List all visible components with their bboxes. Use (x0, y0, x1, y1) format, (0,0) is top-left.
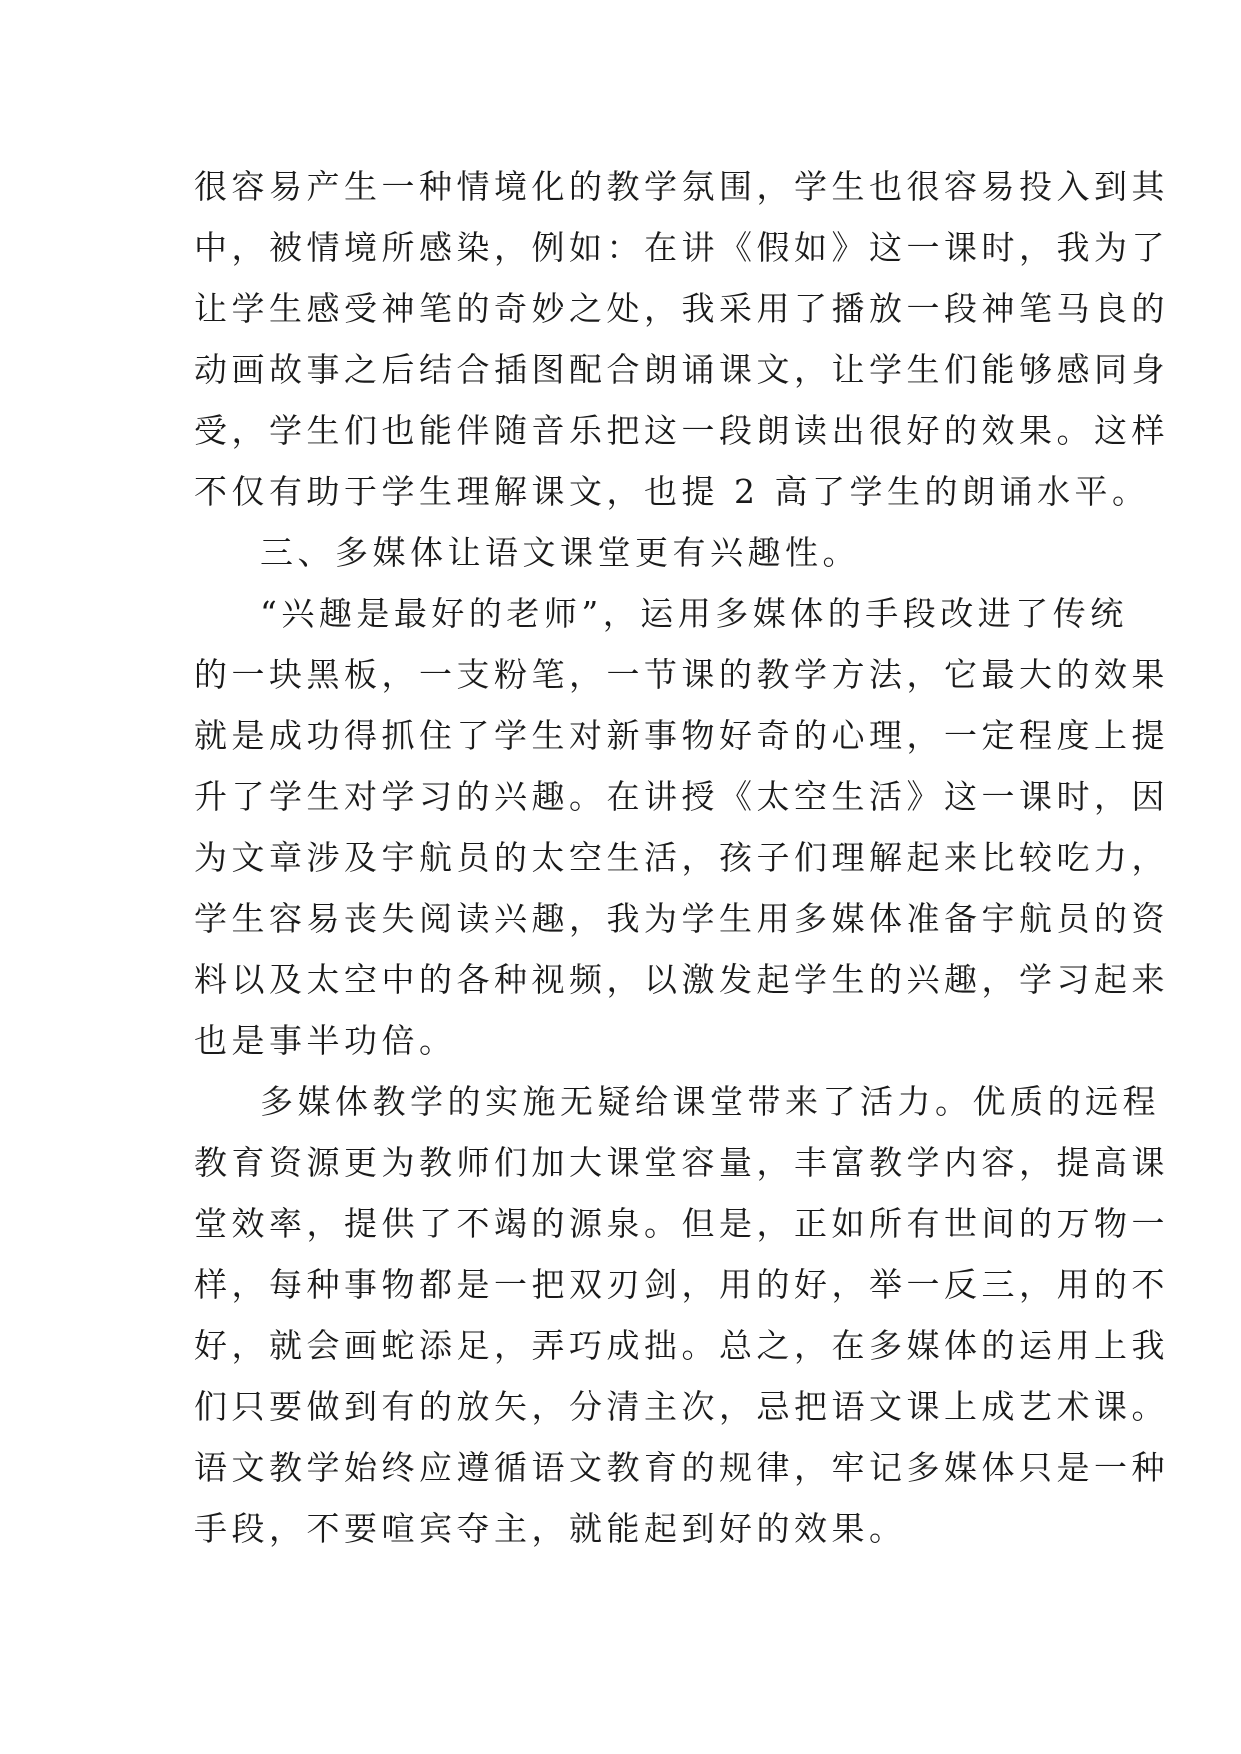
paragraph-conclusion (194, 1071, 1169, 1559)
text-line: 动画故事之后结合插图配合朗诵课文，让学生们能够感同身 (194, 350, 1169, 389)
text-line: 不仅有助于学生理解课文，也提 2 高了学生的朗诵水平。 (194, 472, 1150, 511)
text-line: 的一块黑板，一支粉笔，一节课的教学方法，它最大的效果 (194, 655, 1169, 694)
text-line: 手段，不要喧宾夺主，就能起到好的效果。 (194, 1509, 907, 1548)
text-line: 教育资源更为教师们加大课堂容量，丰富教学内容，提高课 (194, 1143, 1169, 1182)
section-heading (194, 522, 1074, 583)
text-line: 让学生感受神笔的奇妙之处，我采用了播放一段神笔马良的 (194, 289, 1169, 328)
text-line: 语文教学始终应遵循语文教育的规律，牢记多媒体只是一种 (194, 1448, 1169, 1487)
text-line: 样，每种事物都是一把双刃剑，用的好，举一反三，用的不 (194, 1265, 1169, 1304)
body-text (194, 156, 1169, 1559)
text-line: 学生容易丧失阅读兴趣，我为学生用多媒体准备宇航员的资 (194, 899, 1169, 938)
text-line: 中，被情境所感染，例如：在讲《假如》这一课时，我为了 (194, 228, 1169, 267)
text-line: “兴趣是最好的老师”，运用多媒体的手段改进了传统 (260, 594, 1128, 633)
paragraph-interest (194, 583, 1169, 1071)
text-line: 很容易产生一种情境化的教学氛围，学生也很容易投入到其 (194, 167, 1169, 206)
text-line: 就是成功得抓住了学生对新事物好奇的心理，一定程度上提 (194, 716, 1169, 755)
text-line: 好，就会画蛇添足，弄巧成拙。总之，在多媒体的运用上我 (194, 1326, 1169, 1365)
paragraph-classroom-atmosphere (194, 156, 1169, 522)
heading-line: 三、多媒体让语文课堂更有兴趣性。 (260, 533, 860, 572)
text-line: 升了学生对学习的兴趣。在讲授《太空生活》这一课时，因 (194, 777, 1169, 816)
text-line: 为文章涉及宇航员的太空生活，孩子们理解起来比较吃力， (194, 838, 1169, 877)
text-line: 们只要做到有的放矢，分清主次，忌把语文课上成艺术课。 (194, 1387, 1169, 1426)
text-line: 料以及太空中的各种视频，以激发起学生的兴趣，学习起来 (194, 960, 1169, 999)
text-line: 受，学生们也能伴随音乐把这一段朗读出很好的效果。这样 (194, 411, 1169, 450)
text-line: 堂效率，提供了不竭的源泉。但是，正如所有世间的万物一 (194, 1204, 1169, 1243)
text-line: 多媒体教学的实施无疑给课堂带来了活力。优质的远程 (260, 1082, 1160, 1121)
text-line: 也是事半功倍。 (194, 1021, 457, 1060)
